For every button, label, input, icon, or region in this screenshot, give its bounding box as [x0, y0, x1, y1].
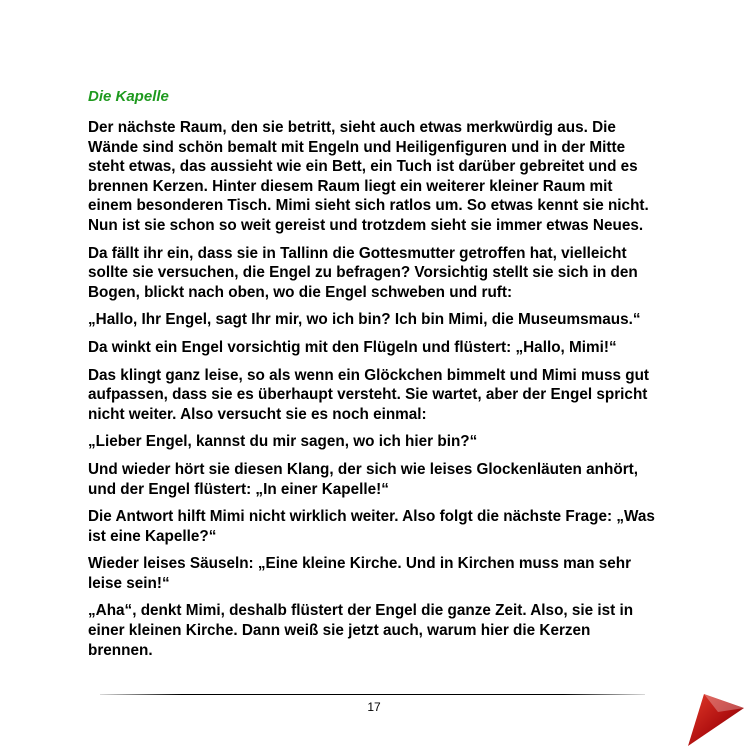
- paragraph: Das klingt ganz leise, so als wenn ein Glöckchen bimmelt und Mimi muss gut aufpassen, dass sie es überhaupt versteht. Sie wartet, aber der Engel spricht nicht weiter. Also versucht sie es noch einmal:: [88, 366, 650, 423]
- paragraph: Wieder leises Säuseln: „Eine kleine Kirche. Und in Kirchen muss man sehr leise sein!“: [88, 555, 632, 592]
- section-heading: Die Kapelle: [88, 88, 169, 105]
- paragraph: Der nächste Raum, den sie betritt, sieht auch etwas merkwürdig aus. Die Wände sind schön bemalt mit Engeln und Heiligenfiguren und in der Mitte steht etwas, das aussieht wie ein Bett, ein Tuch ist darüber gebreitet und es brennen Kerzen. Hinter diesem Raum liegt ein weiterer kleiner Raum mit einem besonderen Tisch. Mimi sieht sich ratlos um. So etwas kennt sie nicht. Nun ist sie schon so weit gereist und trotzdem sieht sie immer etwas Neues.: [88, 119, 649, 234]
- page-number: 17: [367, 700, 381, 714]
- paragraph: „Hallo, Ihr Engel, sagt Ihr mir, wo ich bin? Ich bin Mimi, die Museumsmaus.“: [88, 311, 641, 329]
- paragraph: Da fällt ihr ein, dass sie in Tallinn die Gottesmutter getroffen hat, vielleicht sollte sie versuchen, die Engel zu befragen? Vorsichtig stellt sie sich in den Bogen, blickt nach oben, wo die Engel schweben und ruft:: [88, 244, 638, 301]
- paragraph: „Aha“, denkt Mimi, deshalb flüstert der Engel die ganze Zeit. Also, sie ist in einer kleinen Kirche. Dann weiß sie jetzt auch, warum hier die Kerzen brennen.: [88, 602, 634, 659]
- body-text: [88, 118, 668, 668]
- paragraph: Die Antwort hilft Mimi nicht wirklich weiter. Also folgt die nächste Frage: „Was ist eine Kapelle?“: [88, 508, 655, 545]
- paragraph: Und wieder hört sie diesen Klang, der sich wie leises Glockenläuten anhört, und der Engel flüstert: „In einer Kapelle!“: [88, 460, 638, 498]
- paragraph: Da winkt ein Engel vorsichtig mit den Flügeln und flüstert: „Hallo, Mimi!“: [88, 338, 617, 356]
- footer-divider: [100, 694, 645, 695]
- paragraph: „Lieber Engel, kannst du mir sagen, wo ich hier bin?“: [88, 433, 478, 451]
- page-curl-icon[interactable]: [684, 692, 746, 748]
